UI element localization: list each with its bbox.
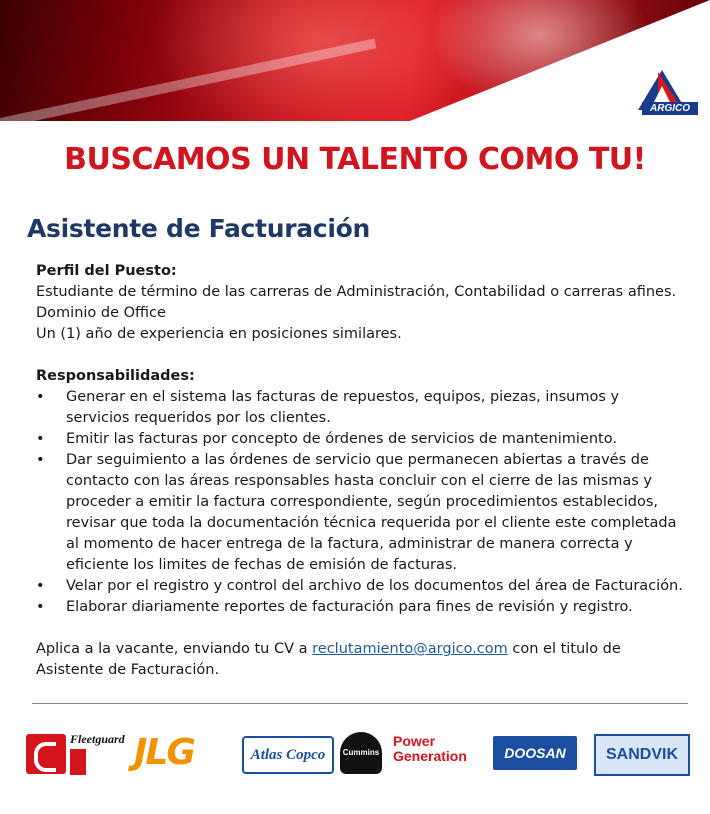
brand-logos [0,726,710,786]
job-description [36,261,686,681]
sandvik-logo: SANDVIK [594,734,690,776]
power-generation-line2: Generation [393,748,467,764]
responsibilities-list [36,387,686,618]
responsibility-item: • Dar seguimiento a las órdenes de servicio que permanecen abiertas a través de contacto con las áreas responsables hasta concluir con el cierre de las mismas y proceder a emitir la factura correspondiente, según procedimientos establecidos, revisar que toda la documentación técnica requerida por el cliente este completada al momento de hacer entrega de la factura, administrar de manera correcta y eficiente los limites de fechas de emisión de facturas. [36,450,686,576]
atlas-copco-logo: Atlas Copco [242,736,334,774]
argico-logo [628,68,700,118]
job-title: Asistente de Facturación [27,214,370,243]
doosan-logo: DOOSAN [493,736,577,770]
profile-line: Dominio de Office [36,305,166,321]
responsibility-item: • Velar por el registro y control del archivo de los documentos del área de Facturación. [36,576,686,597]
argico-logo-text: ARGICO [642,102,698,115]
headline: BUSCAMOS UN TALENTO COMO TU! [64,142,646,177]
fleetguard-logo [70,732,126,776]
power-generation-line1: Power [393,733,436,749]
profile-heading: Perfil del Puesto: [36,263,177,279]
jlg-logo: JLG [134,732,194,773]
cummins-c-icon [34,742,56,772]
responsibility-item: • Emitir las facturas por concepto de órdenes de servicios de mantenimiento. [36,429,686,450]
apply-prefix: Aplica a la vacante, enviando tu CV a [36,641,313,657]
profile-line: Estudiante de término de las carreras de Administración, Contabilidad o carreras afines. [36,284,677,300]
power-generation-logo [393,734,467,764]
responsibility-item: • Generar en el sistema las facturas de repuestos, equipos, piezas, insumos y servicios requeridos por los clientes. [36,387,686,429]
apply-email-link[interactable]: reclutamiento@argico.com [312,641,508,657]
responsibilities-heading: Responsabilidades: [36,368,195,384]
divider [32,703,688,704]
header-banner [0,0,710,121]
cummins-badge-logo: Cummins [340,732,382,774]
apply-suffix: con el titulo de Asistente de Facturación. [36,641,621,678]
fleetguard-mark [70,749,86,775]
fleetguard-text: Fleetguard [70,732,125,746]
responsibility-item: • Elaborar diariamente reportes de facturación para fines de revisión y registro. [36,597,686,618]
apply-instructions [36,639,686,681]
profile-line: Un (1) año de experiencia en posiciones similares. [36,326,402,342]
cummins-logo [26,734,66,774]
